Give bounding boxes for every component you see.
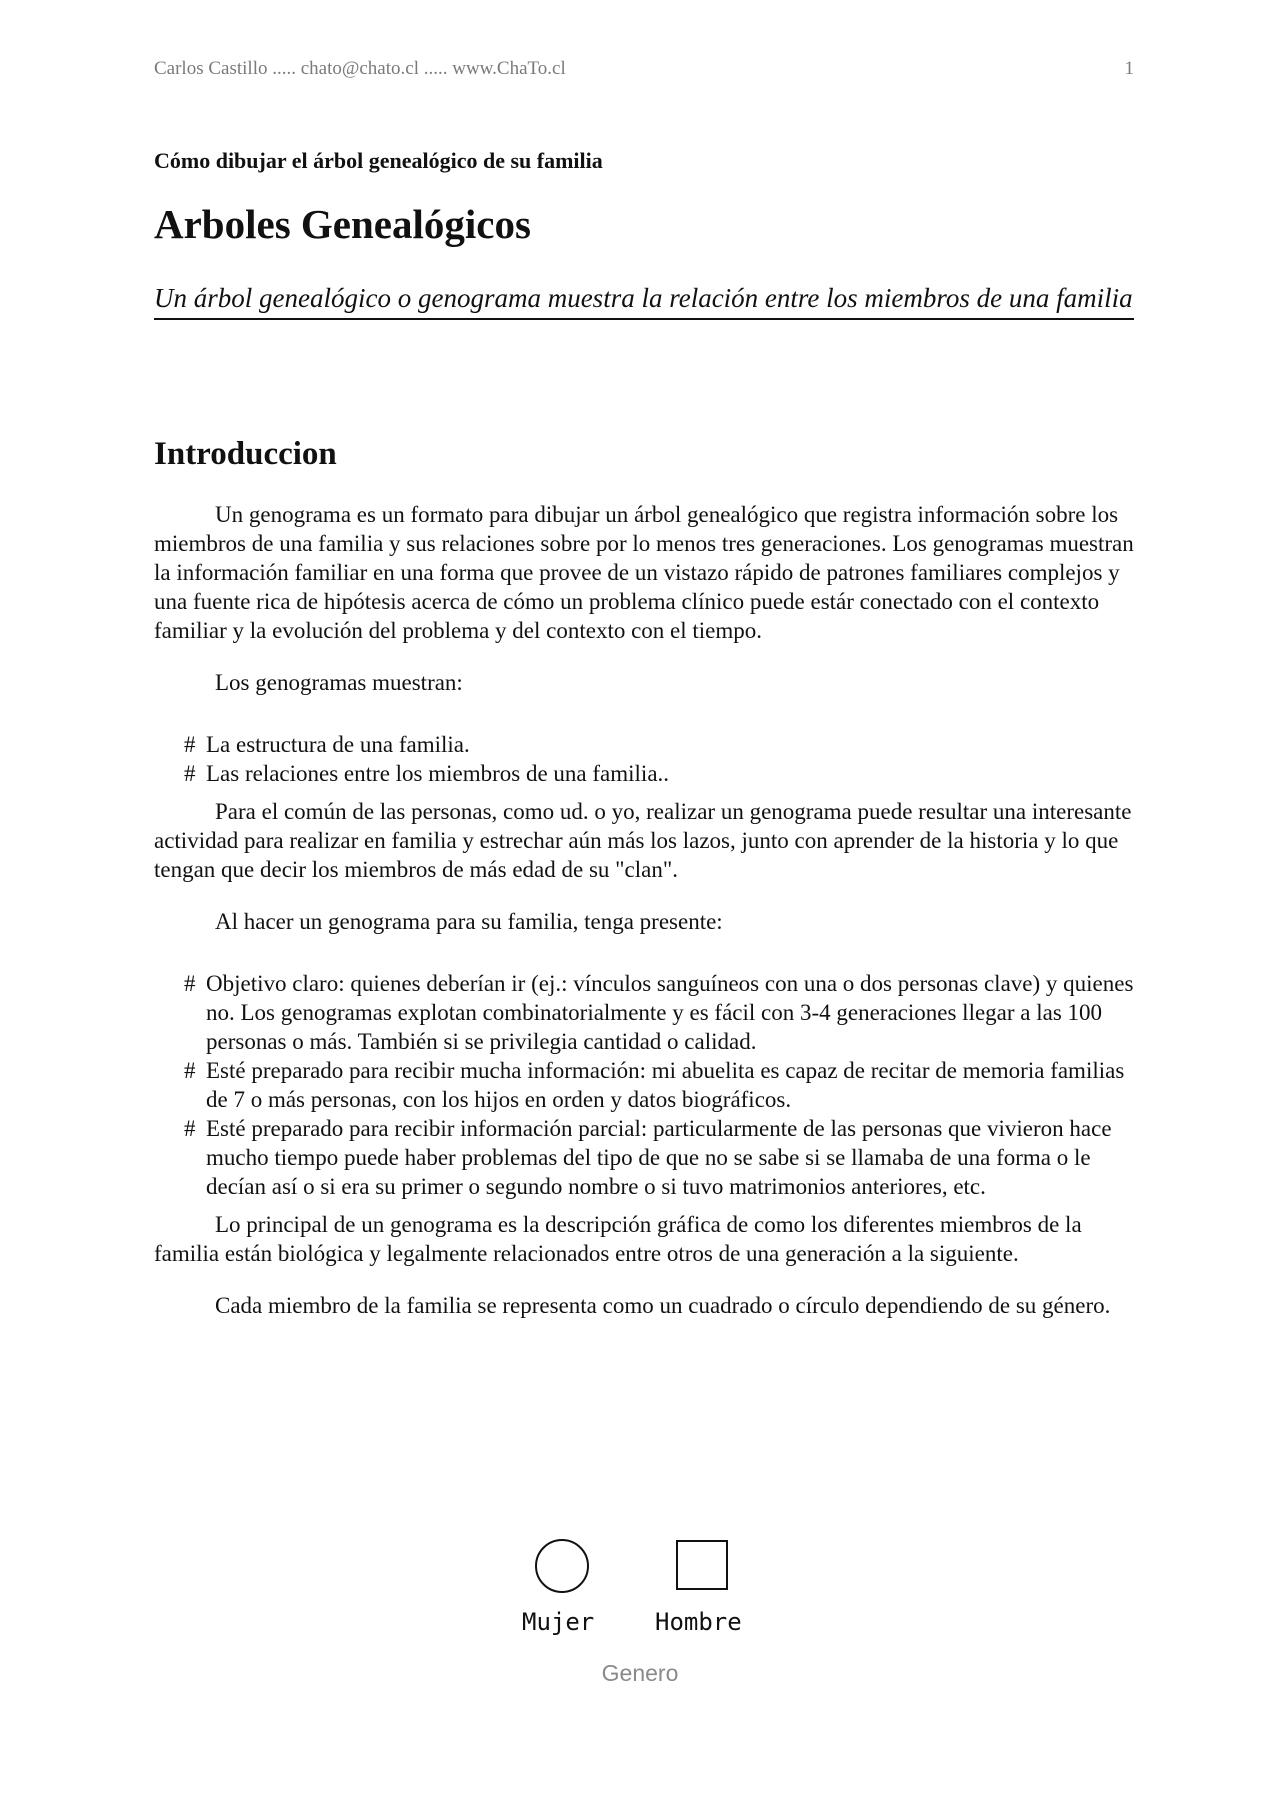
list-keep-in-mind: [154, 969, 1134, 1201]
paragraph-2: Los genogramas muestran:: [215, 670, 463, 695]
list-item: # Las relaciones entre los miembros de una familia..: [184, 761, 670, 786]
bullet-glyph: #: [184, 761, 196, 786]
author-line: Carlos Castillo ..... chato@chato.cl ..... www.ChaTo.cl: [154, 58, 566, 79]
bullet-glyph: #: [184, 1058, 196, 1083]
bullet-glyph: #: [184, 971, 196, 996]
list-item: # Esté preparado para recibir mucha información: mi abuelita es capaz de recitar de memoria familias de 7 o más personas, con los hijos en orden y datos biográficos.: [184, 1058, 1125, 1112]
section-heading-introduccion: Introduccion: [154, 436, 337, 472]
gender-symbols-svg: [0, 1536, 1280, 1606]
female-circle-symbol: [536, 1540, 588, 1592]
female-label: Mujer: [522, 1608, 595, 1636]
list-item: # La estructura de una familia.: [184, 732, 470, 757]
article-body: [154, 500, 1134, 1343]
document-kicker: Cómo dibujar el árbol genealógico de su familia: [154, 148, 603, 173]
paragraph-1: Un genograma es un formato para dibujar un árbol genealógico que registra información sobre los miembros de una familia y sus relaciones sobre por lo menos tres generaciones. Los genogramas muestran la información familiar en una forma que provee de un vistazo rápido de patrones familiares complejos y una fuente rica de hipótesis acerca de cómo un problema clínico puede estár conectado con el contexto familiar y la evolución del problema y del contexto con el tiempo.: [154, 502, 1134, 643]
document-title: Arboles Genealógicos: [154, 201, 531, 247]
list-item: # Esté preparado para recibir información parcial: particularmente de las personas que vivieron hace mucho tiempo puede haber problemas del tipo de que no se sabe si se llamaba de una forma o le decían así o si era su primer o segundo nombre o si tuvo matrimonios anteriores, etc.: [184, 1116, 1112, 1199]
bullet-glyph: #: [184, 732, 196, 757]
list-item: # Objetivo claro: quienes deberían ir (ej.: vínculos sanguíneos con una o dos personas clave) y quienes no. Los genogramas explotan combinatorialmente y es fácil con 3-4 generaciones llegar a las 100 personas o más. También si se privilegia cantidad o calidad.: [184, 971, 1134, 1054]
paragraph-4: Al hacer un genograma para su familia, tenga presente:: [215, 909, 723, 934]
document-lede: Un árbol genealógico o genograma muestra la relación entre los miembros de una familia: [154, 282, 1134, 320]
paragraph-5: Lo principal de un genograma es la descripción gráfica de como los diferentes miembros de la familia están biológica y legalmente relacionados entre otros de una generación a la siguiente.: [154, 1212, 1082, 1266]
list-genogram-shows: [154, 730, 1134, 788]
bullet-glyph: #: [184, 1116, 196, 1141]
paragraph-6: Cada miembro de la familia se representa como un cuadrado o círculo dependiendo de su género.: [215, 1293, 1111, 1318]
figure-caption: Genero: [601, 1660, 679, 1686]
male-square-symbol: [677, 1541, 727, 1589]
paragraph-3: Para el común de las personas, como ud. o yo, realizar un genograma puede resultar una interesante actividad para realizar en familia y estrechar aún más los lazos, junto con aprender de la historia y lo que tengan que decir los miembros de más edad de su "clan".: [154, 799, 1132, 882]
page-header: [154, 58, 1134, 80]
male-label: Hombre: [655, 1608, 742, 1636]
page-number: 1: [1124, 58, 1134, 79]
